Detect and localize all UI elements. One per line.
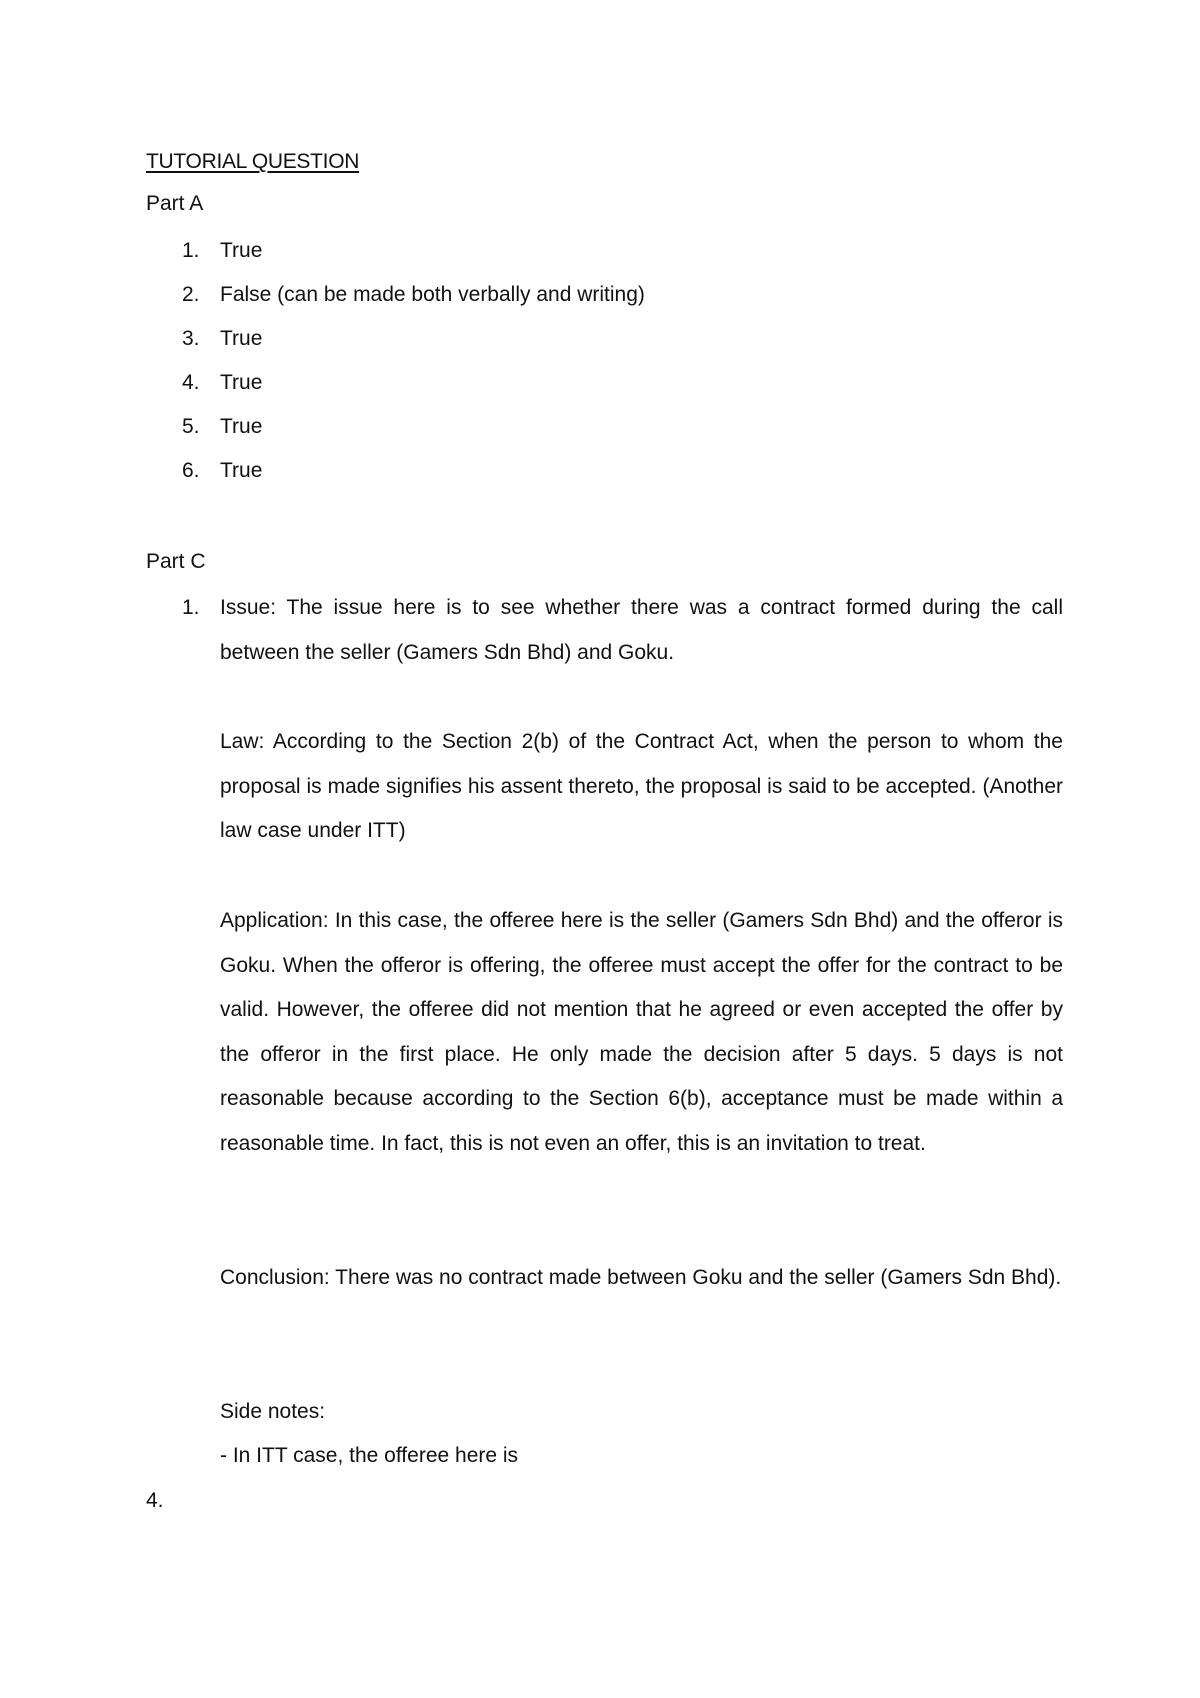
list-item-text: True — [220, 459, 263, 482]
list-item-number: 2. — [182, 283, 200, 306]
list-item-text: True — [220, 239, 263, 262]
list-item-number: 6. — [182, 459, 200, 482]
list-item-number: 5. — [182, 415, 200, 438]
part-c-heading: Part C — [146, 550, 206, 573]
issue-paragraph: Issue: The issue here is to see whether there was a contract formed during the call between the seller (Gamers Sdn Bhd) and Goku. — [220, 596, 1063, 664]
side-notes-heading: Side notes: — [220, 1400, 326, 1423]
list-item-text: False (can be made both verbally and writing) — [220, 283, 645, 306]
law-paragraph: Law: According to the Section 2(b) of the Contract Act, when the person to whom the proposal is made signifies his assent thereto, the proposal is said to be accepted. (Another law case under ITT) — [220, 730, 1063, 842]
list-item-text: True — [220, 371, 263, 394]
list-item-text: True — [220, 415, 263, 438]
list-item-number: 3. — [182, 327, 200, 350]
part-c-item-number: 1. — [182, 596, 200, 619]
conclusion-paragraph: Conclusion: There was no contract made between Goku and the seller (Gamers Sdn Bhd). — [220, 1266, 1062, 1289]
list-item-text: True — [220, 327, 263, 350]
list-item-number: 4. — [182, 371, 200, 394]
application-paragraph: Application: In this case, the offeree here is the seller (Gamers Sdn Bhd) and the offeror is Goku. When the offeror is offering, the offeree must accept the offer for the contract to be valid. However, the offeree did not mention that he agreed or even accepted the offer by the offeror in the first place. He only made the decision after 5 days. 5 days is not reasonable because according to the Section 6(b), acceptance must be made within a reasonable time. In fact, this is not even an offer, this is an invitation to treat. — [220, 909, 1063, 1155]
list-item-number: 1. — [182, 239, 200, 262]
document-title: TUTORIAL QUESTION — [146, 150, 360, 173]
trailing-list-number: 4. — [146, 1489, 164, 1512]
side-note-line: - In ITT case, the offeree here is — [220, 1444, 519, 1467]
part-a-heading: Part A — [146, 192, 204, 215]
